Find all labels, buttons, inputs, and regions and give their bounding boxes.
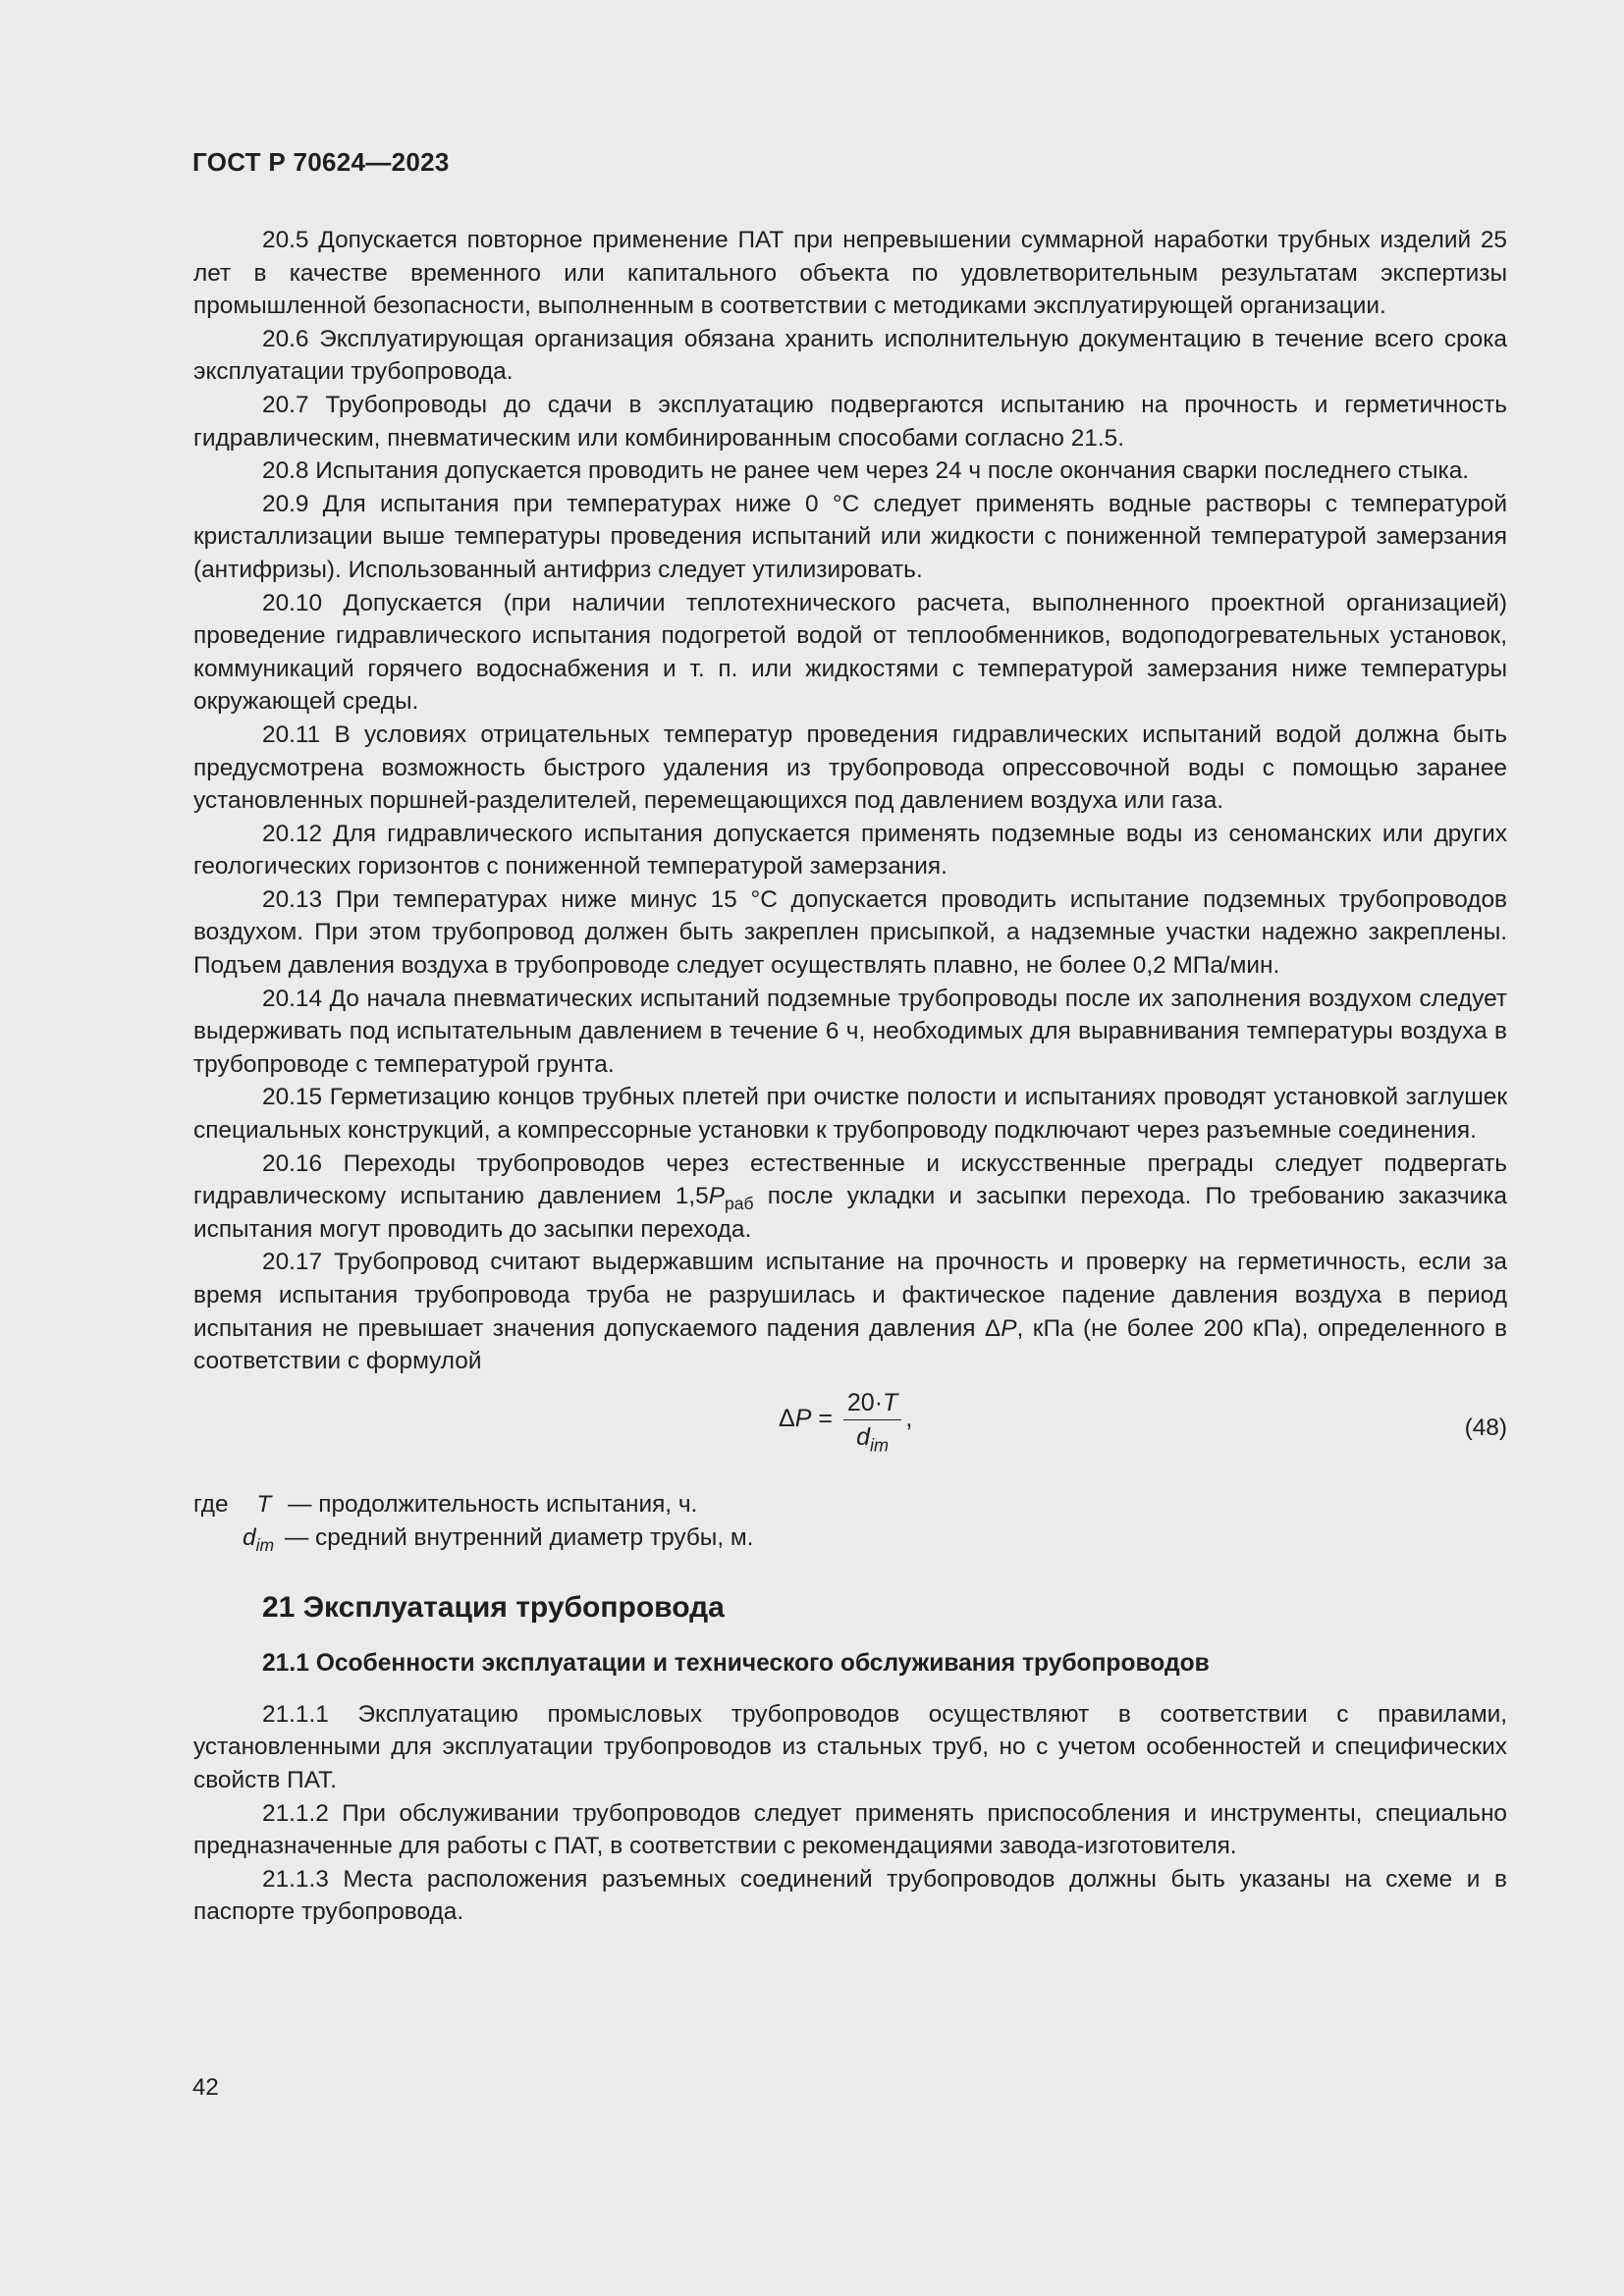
formula-denominator-subscript-text: im: [870, 1435, 890, 1456]
formula-legend: [193, 1488, 1507, 1557]
formula-multiplication-dot: ·: [874, 1388, 884, 1416]
document-header: ГОСТ Р 70624—2023: [192, 147, 450, 177]
paragraph-20-8: 20.8 Испытания допускается проводить не ранее чем через 24 ч после окончания сварки последнего стыка.: [262, 457, 1470, 485]
legend-row-d: [243, 1522, 753, 1555]
legend-d-description: — средний внутренний диаметр трубы, м.: [284, 1523, 754, 1551]
legend-t-description: — продолжительность испытания, ч.: [288, 1490, 698, 1518]
formula-denominator: [856, 1420, 890, 1456]
legend-where-word: где: [193, 1490, 229, 1518]
paragraph-20-17-text-end: , кПа (не более 200 кПа), определенного в соответствии с формулой: [193, 1314, 1507, 1375]
legend-row-t: [193, 1488, 697, 1522]
legend-d-subscript-text: im: [255, 1534, 275, 1555]
paragraph-20-16-text-end: после укладки и засыпки перехода. По требованию заказчика испытания могут проводить до засыпки перехода.: [193, 1183, 1507, 1243]
paragraph-20-11: 20.11 В условиях отрицательных температур проведения гидравлических испытаний водой должна быть предусмотрена возможность быстрого удаления из трубопровода опрессовочной воды с помощью заранее установленных поршней-разделителей, перемещающихся под давлением воздуха или газа.: [193, 721, 1507, 815]
paragraph-20-7: 20.7 Трубопроводы до сдачи в эксплуатацию подвергаются испытанию на прочность и герметичность гидравлическим, пневматическим или комбинированным способами согласно 21.5.: [193, 391, 1507, 452]
paragraph-21-1-3: 21.1.3 Места расположения разъемных соединений трубопроводов должны быть указаны на схеме и в паспорте трубопровода.: [193, 1865, 1507, 1926]
paragraph-20-14: 20.14 До начала пневматических испытаний подземные трубопроводы после их заполнения воздухом следует выдерживать под испытательным давлением в течение 6 ч, необходимых для выравнивания температуры воздуха в трубопроводе с температурой грунта.: [193, 985, 1507, 1078]
section-title: 21 Эксплуатация трубопровода: [262, 1590, 725, 1624]
paragraph-20-9: 20.9 Для испытания при температурах ниже 0 °С следует применять водные растворы с температурой кристаллизации выше температуры проведения испытаний или жидкости с пониженной температурой замерзания (антифризы). Использованный антифриз следует утилизировать.: [193, 490, 1507, 583]
formula-numerator-coefficient: 20: [846, 1388, 875, 1416]
paragraph-20-16: [193, 1148, 1507, 1247]
paragraph-21-1-1: 21.1.1 Эксплуатацию промысловых трубопроводов осуществляют в соответствии с правилами, установленными для эксплуатации трубопроводов из стальных труб, но с учетом особенностей и специфических свойств ПАТ.: [193, 1700, 1507, 1793]
paragraph-20-17-text-start: 20.17 Трубопровод считают выдержавшим испытание на прочность и проверку на герметичность, если за время испытания трубопровода труба не разрушилась и фактическое падение давления воздуха в период испытания не превышает значения допускаемого падения давления Δ: [193, 1249, 1507, 1342]
paragraph-20-12: 20.12 Для гидравлического испытания допускается применять подземные воды из сеноманских или других геологических горизонтов с пониженной температурой замерзания.: [193, 820, 1507, 881]
delta-pressure-variable: P: [1001, 1314, 1017, 1342]
formula-delta: Δ: [779, 1405, 795, 1433]
paragraph-20-6: 20.6 Эксплуатирующая организация обязана хранить исполнительную документацию в течение всего срока эксплуатации трубопровода.: [193, 325, 1507, 386]
pressure-subscript: раб: [725, 1194, 754, 1214]
formula-numerator: [843, 1388, 901, 1420]
formula-denominator-subscript: [870, 1435, 889, 1455]
formula-48: [193, 1388, 1507, 1482]
paragraph-21-1-2: 21.1.2 При обслуживании трубопроводов следует применять приспособления и инструменты, специально предназначенные для работы с ПАТ, в соответствии с рекомендациями завода-изготовителя.: [193, 1799, 1507, 1860]
paragraph-20-5: 20.5 Допускается повторное применение ПАТ при непревышении суммарной наработки трубных изделий 25 лет в качестве временного или капитального объекта по удовлетворительным результатам экспертизы промышленной безопасности, выполненным в соответствии с методиками эксплуатирующей организации.: [193, 227, 1507, 320]
legend-d-symbol: d: [243, 1523, 256, 1551]
formula-number: (48): [1464, 1414, 1507, 1441]
pressure-variable: P: [708, 1183, 725, 1210]
formula-comma: ,: [905, 1405, 913, 1433]
paragraph-20-15: 20.15 Герметизацию концов трубных плетей при очистке полости и испытаниях проводят установкой заглушек специальных конструкций, а компрессорные установки к трубопроводу подключают через разъемные соединения.: [193, 1084, 1507, 1145]
formula-equals: =: [811, 1405, 839, 1433]
paragraph-20-13: 20.13 При температурах ниже минус 15 °С допускается проводить испытание подземных трубопроводов воздухом. При этом трубопровод должен быть закреплен присыпкой, а надземные участки надежно закреплены. Подъем давления воздуха в трубопроводе следует осуществлять плавно, не более 0,2 МПа/мин.: [193, 885, 1507, 980]
formula-denominator-variable: d: [856, 1422, 871, 1451]
formula-numerator-variable: T: [883, 1388, 898, 1416]
paragraph-20-10: 20.10 Допускается (при наличии теплотехнического расчета, выполненного проектной организацией) проведение гидравлического испытания подогретой водой от теплообменников, водоподогревательных установок, коммуникаций горячего водоснабжения и т. п. или жидкостями с температурой замерзания ниже температуры окружающей среды.: [193, 589, 1507, 716]
formula-fraction: [843, 1388, 901, 1456]
subsection-title: 21.1 Особенности эксплуатации и технического обслуживания трубопроводов: [262, 1649, 1210, 1677]
legend-d-subscript: [256, 1535, 275, 1555]
paragraph-20-16-text-start: 20.16 Переходы трубопроводов через естественные и искусственные преграды следует подвергать гидравлическому испытанию давлением 1,5: [193, 1149, 1507, 1210]
document-body: [193, 224, 1507, 1929]
legend-t-symbol: T: [256, 1490, 272, 1518]
page-number: 42: [192, 2074, 219, 2101]
formula-lhs-variable: P: [794, 1405, 812, 1433]
paragraph-20-17: [193, 1246, 1507, 1377]
formula-expression: [779, 1388, 913, 1456]
